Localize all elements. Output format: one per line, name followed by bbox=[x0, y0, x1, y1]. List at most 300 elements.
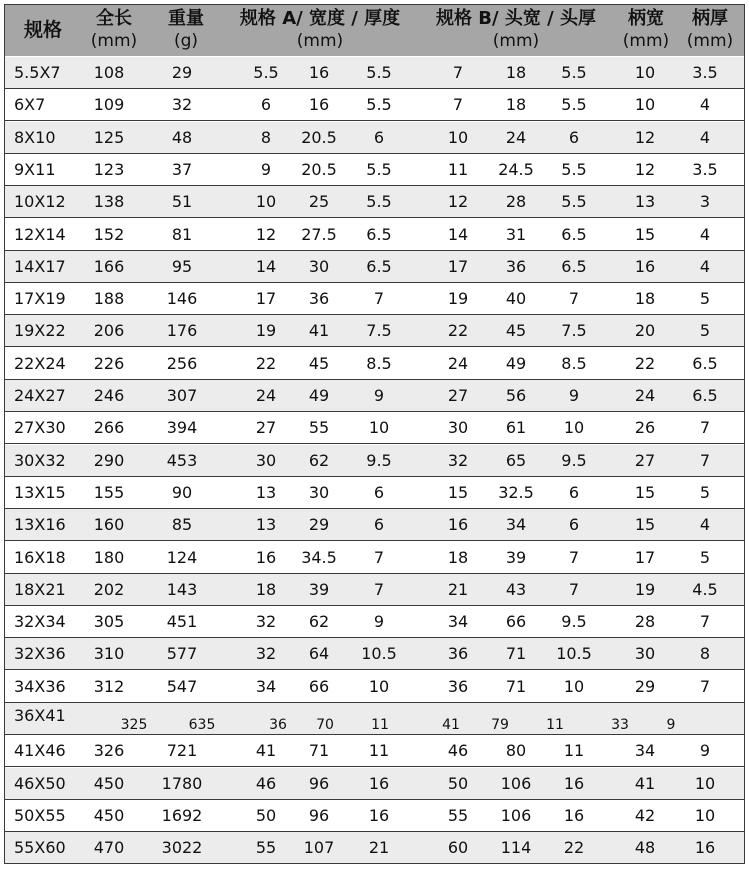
table-cell: 19 bbox=[447, 289, 469, 309]
table-cell: 16 bbox=[694, 838, 716, 858]
table-cell: 26 bbox=[634, 418, 656, 438]
table-cell: 6 bbox=[373, 482, 385, 502]
table-cell: 16 bbox=[368, 773, 390, 793]
table-cell: 5 bbox=[699, 547, 711, 567]
table-cell: 11 bbox=[368, 741, 390, 761]
table-cell: 55 bbox=[447, 805, 469, 825]
table-cell: 107 bbox=[303, 838, 335, 858]
row-spec-cell: 36X41 bbox=[14, 706, 66, 725]
table-row bbox=[4, 89, 745, 121]
table-cell: 79 bbox=[491, 717, 509, 733]
table-row bbox=[4, 186, 745, 218]
row-spec-cell: 50X55 bbox=[14, 805, 66, 825]
table-cell: 11 bbox=[447, 159, 469, 179]
table-cell: 22 bbox=[563, 838, 585, 858]
table-cell: 7 bbox=[699, 612, 711, 632]
table-cell: 9.5 bbox=[561, 450, 587, 470]
table-cell: 6.5 bbox=[692, 386, 718, 405]
table-cell: 8 bbox=[260, 127, 272, 147]
table-cell: 6.5 bbox=[692, 353, 718, 373]
table-cell: 29 bbox=[308, 515, 330, 535]
header-handle-thickness-label: 柄厚 bbox=[692, 8, 728, 29]
table-row bbox=[4, 703, 745, 735]
row-spec-cell: 17X19 bbox=[14, 289, 66, 309]
table-cell: 106 bbox=[500, 773, 532, 793]
table-row bbox=[4, 219, 745, 251]
table-cell: 27 bbox=[255, 418, 277, 438]
header-handle-width-label: 柄宽 bbox=[628, 8, 664, 29]
table-cell: 7 bbox=[452, 63, 464, 82]
table-cell: 7 bbox=[373, 547, 385, 567]
table-cell: 15 bbox=[634, 482, 656, 502]
table-cell: 50 bbox=[447, 773, 469, 793]
table-cell: 18 bbox=[505, 63, 527, 82]
table-cell: 11 bbox=[546, 717, 564, 733]
table-cell: 123 bbox=[93, 159, 125, 179]
table-cell: 61 bbox=[505, 418, 527, 438]
table-row bbox=[4, 542, 745, 574]
table-cell: 28 bbox=[634, 612, 656, 632]
table-cell: 312 bbox=[93, 676, 125, 696]
table-cell: 4 bbox=[699, 256, 711, 276]
table-cell: 41 bbox=[308, 321, 330, 341]
table-cell: 470 bbox=[93, 838, 125, 858]
table-cell: 453 bbox=[166, 450, 198, 470]
table-row bbox=[4, 380, 745, 412]
table-cell: 49 bbox=[308, 386, 330, 405]
table-cell: 106 bbox=[500, 805, 532, 825]
table-cell: 71 bbox=[505, 644, 527, 664]
table-cell: 21 bbox=[447, 579, 469, 599]
table-cell: 16 bbox=[308, 95, 330, 115]
table-cell: 5 bbox=[699, 321, 711, 341]
table-cell: 9 bbox=[699, 741, 711, 761]
row-spec-cell: 14X17 bbox=[14, 256, 66, 276]
table-cell: 65 bbox=[505, 450, 527, 470]
table-row bbox=[4, 315, 745, 347]
table-cell: 160 bbox=[93, 515, 125, 535]
table-cell: 7 bbox=[699, 450, 711, 470]
table-cell: 6 bbox=[568, 515, 580, 535]
header-spec-b-label: 规格 B/ 头宽 / 头厚 bbox=[436, 8, 596, 29]
table-cell: 16 bbox=[447, 515, 469, 535]
table-cell: 66 bbox=[505, 612, 527, 632]
table-cell: 55 bbox=[255, 838, 277, 858]
table-row bbox=[4, 768, 745, 800]
table-cell: 17 bbox=[634, 547, 656, 567]
table-cell: 18 bbox=[447, 547, 469, 567]
table-cell: 4 bbox=[699, 224, 711, 244]
header-handle-width-unit: (mm) bbox=[622, 31, 670, 51]
table-cell: 22 bbox=[634, 353, 656, 373]
table-cell: 7 bbox=[699, 676, 711, 696]
header-spec-a bbox=[226, 4, 414, 56]
table-cell: 109 bbox=[93, 95, 125, 115]
header-spec-b bbox=[418, 4, 614, 56]
header-spec-a-unit: (mm) bbox=[296, 31, 344, 51]
table-cell: 16 bbox=[255, 547, 277, 567]
table-cell: 6.5 bbox=[561, 224, 587, 244]
table-cell: 30 bbox=[308, 482, 330, 502]
table-cell: 41 bbox=[255, 741, 277, 761]
table-row bbox=[4, 477, 745, 509]
table-cell: 450 bbox=[93, 773, 125, 793]
table-row bbox=[4, 606, 745, 638]
table-cell: 25 bbox=[308, 192, 330, 212]
table-row bbox=[4, 445, 745, 477]
table-cell: 42 bbox=[634, 805, 656, 825]
row-spec-cell: 30X32 bbox=[14, 450, 66, 470]
table-cell: 64 bbox=[308, 644, 330, 664]
table-cell: 45 bbox=[308, 353, 330, 373]
table-cell: 7 bbox=[452, 95, 464, 115]
table-cell: 30 bbox=[447, 418, 469, 438]
table-cell: 152 bbox=[93, 224, 125, 244]
table-cell: 28 bbox=[505, 192, 527, 212]
table-cell: 29 bbox=[634, 676, 656, 696]
table-cell: 7 bbox=[568, 289, 580, 309]
table-cell: 32 bbox=[255, 612, 277, 632]
row-spec-cell: 34X36 bbox=[14, 676, 66, 696]
table-cell: 188 bbox=[93, 289, 125, 309]
table-cell: 16 bbox=[563, 805, 585, 825]
table-cell: 40 bbox=[505, 289, 527, 309]
table-cell: 36 bbox=[447, 644, 469, 664]
table-cell: 21 bbox=[368, 838, 390, 858]
table-cell: 9 bbox=[373, 386, 385, 405]
table-cell: 155 bbox=[93, 482, 125, 502]
row-spec-cell: 16X18 bbox=[14, 547, 66, 567]
table-cell: 14 bbox=[447, 224, 469, 244]
table-cell: 7 bbox=[568, 547, 580, 567]
table-cell: 16 bbox=[634, 256, 656, 276]
table-cell: 3.5 bbox=[692, 159, 718, 179]
table-cell: 7.5 bbox=[561, 321, 587, 341]
table-cell: 90 bbox=[171, 482, 193, 502]
table-cell: 108 bbox=[93, 63, 125, 82]
header-weight-label: 重量 bbox=[168, 8, 204, 29]
table-cell: 9 bbox=[666, 717, 676, 733]
table-cell: 307 bbox=[166, 386, 198, 405]
table-cell: 305 bbox=[93, 612, 125, 632]
row-spec-cell: 5.5X7 bbox=[14, 63, 61, 82]
table-cell: 19 bbox=[634, 579, 656, 599]
table-cell: 13 bbox=[634, 192, 656, 212]
table-cell: 10.5 bbox=[556, 644, 592, 664]
row-spec-cell: 19X22 bbox=[14, 321, 66, 341]
table-cell: 48 bbox=[171, 127, 193, 147]
table-row bbox=[4, 283, 745, 315]
table-cell: 10 bbox=[694, 805, 716, 825]
table-cell: 4.5 bbox=[692, 579, 718, 599]
table-cell: 36 bbox=[308, 289, 330, 309]
table-cell: 24 bbox=[634, 386, 656, 405]
table-row bbox=[4, 735, 745, 767]
table-cell: 10 bbox=[255, 192, 277, 212]
table-cell: 3022 bbox=[161, 838, 203, 858]
table-cell: 17 bbox=[447, 256, 469, 276]
row-spec-cell: 46X50 bbox=[14, 773, 66, 793]
table-row bbox=[4, 574, 745, 606]
table-cell: 7.5 bbox=[366, 321, 392, 341]
table-cell: 29 bbox=[171, 63, 193, 82]
row-spec-cell: 32X36 bbox=[14, 644, 66, 664]
table-cell: 10 bbox=[563, 676, 585, 696]
table-cell: 32 bbox=[447, 450, 469, 470]
table-cell: 125 bbox=[93, 127, 125, 147]
table-cell: 96 bbox=[308, 805, 330, 825]
table-cell: 10.5 bbox=[361, 644, 397, 664]
table-cell: 8 bbox=[699, 644, 711, 664]
table-cell: 394 bbox=[166, 418, 198, 438]
table-cell: 15 bbox=[634, 515, 656, 535]
table-cell: 266 bbox=[93, 418, 125, 438]
table-cell: 114 bbox=[500, 838, 532, 858]
header-handle-thickness bbox=[678, 4, 742, 56]
header-spec bbox=[4, 4, 82, 56]
table-cell: 6.5 bbox=[561, 256, 587, 276]
table-cell: 20.5 bbox=[301, 159, 337, 179]
table-cell: 80 bbox=[505, 741, 527, 761]
table-cell: 50 bbox=[255, 805, 277, 825]
table-cell: 6.5 bbox=[366, 224, 392, 244]
table-cell: 6 bbox=[568, 127, 580, 147]
table-cell: 12 bbox=[634, 159, 656, 179]
table-cell: 34 bbox=[255, 676, 277, 696]
table-cell: 547 bbox=[166, 676, 198, 696]
row-spec-cell: 55X60 bbox=[14, 838, 66, 858]
table-cell: 176 bbox=[166, 321, 198, 341]
table-cell: 138 bbox=[93, 192, 125, 212]
table-header bbox=[4, 4, 745, 56]
table-cell: 10 bbox=[368, 676, 390, 696]
table-cell: 60 bbox=[447, 838, 469, 858]
table-cell: 9 bbox=[373, 612, 385, 632]
table-cell: 55 bbox=[308, 418, 330, 438]
table-cell: 10 bbox=[634, 95, 656, 115]
row-spec-cell: 9X11 bbox=[14, 159, 56, 179]
table-cell: 4 bbox=[699, 127, 711, 147]
table-cell: 1780 bbox=[161, 773, 203, 793]
header-handle-width bbox=[614, 4, 678, 56]
table-cell: 33 bbox=[611, 717, 629, 733]
header-spec-a-label: 规格 A/ 宽度 / 厚度 bbox=[239, 8, 401, 29]
header-length bbox=[78, 4, 150, 56]
table-cell: 290 bbox=[93, 450, 125, 470]
table-cell: 12 bbox=[447, 192, 469, 212]
table-cell: 124 bbox=[166, 547, 198, 567]
table-cell: 20 bbox=[634, 321, 656, 341]
table-cell: 326 bbox=[93, 741, 125, 761]
table-cell: 10 bbox=[634, 63, 656, 82]
table-cell: 246 bbox=[93, 386, 125, 405]
table-cell: 5.5 bbox=[366, 95, 392, 115]
table-cell: 12 bbox=[255, 224, 277, 244]
table-cell: 166 bbox=[93, 256, 125, 276]
table-row bbox=[4, 412, 745, 444]
table-cell: 48 bbox=[634, 838, 656, 858]
table-cell: 24.5 bbox=[498, 159, 534, 179]
table-cell: 39 bbox=[308, 579, 330, 599]
header-weight bbox=[150, 4, 222, 56]
table-cell: 16 bbox=[368, 805, 390, 825]
table-cell: 5.5 bbox=[561, 95, 587, 115]
table-cell: 7 bbox=[373, 579, 385, 599]
row-spec-cell: 18X21 bbox=[14, 579, 66, 599]
table-cell: 34.5 bbox=[301, 547, 337, 567]
table-row bbox=[4, 832, 745, 864]
table-cell: 206 bbox=[93, 321, 125, 341]
table-cell: 5.5 bbox=[366, 159, 392, 179]
table-cell: 34 bbox=[447, 612, 469, 632]
table-cell: 62 bbox=[308, 612, 330, 632]
table-row bbox=[4, 671, 745, 703]
table-cell: 180 bbox=[93, 547, 125, 567]
table-cell: 30 bbox=[255, 450, 277, 470]
table-cell: 11 bbox=[563, 741, 585, 761]
table-cell: 22 bbox=[255, 353, 277, 373]
table-cell: 9.5 bbox=[561, 612, 587, 632]
header-handle-thickness-unit: (mm) bbox=[686, 31, 734, 51]
table-cell: 95 bbox=[171, 256, 193, 276]
table-cell: 8.5 bbox=[561, 353, 587, 373]
row-spec-cell: 6X7 bbox=[14, 95, 46, 115]
table-cell: 10 bbox=[563, 418, 585, 438]
table-cell: 6 bbox=[373, 515, 385, 535]
row-spec-cell: 32X34 bbox=[14, 612, 66, 632]
table-cell: 49 bbox=[505, 353, 527, 373]
row-spec-cell: 10X12 bbox=[14, 192, 66, 212]
row-spec-cell: 22X24 bbox=[14, 353, 66, 373]
table-cell: 51 bbox=[171, 192, 193, 212]
table-cell: 16 bbox=[563, 773, 585, 793]
table-cell: 3.5 bbox=[692, 63, 718, 82]
table-cell: 14 bbox=[255, 256, 277, 276]
table-cell: 31 bbox=[505, 224, 527, 244]
table-cell: 39 bbox=[505, 547, 527, 567]
table-cell: 5.5 bbox=[366, 63, 392, 82]
table-cell: 32 bbox=[171, 95, 193, 115]
row-spec-cell: 12X14 bbox=[14, 224, 66, 244]
table-cell: 146 bbox=[166, 289, 198, 309]
table-cell: 24 bbox=[505, 127, 527, 147]
table-cell: 577 bbox=[166, 644, 198, 664]
table-cell: 143 bbox=[166, 579, 198, 599]
table-cell: 18 bbox=[505, 95, 527, 115]
table-cell: 15 bbox=[634, 224, 656, 244]
table-cell: 5.5 bbox=[253, 63, 279, 82]
table-cell: 46 bbox=[447, 741, 469, 761]
row-spec-cell: 24X27 bbox=[14, 386, 66, 405]
table-cell: 256 bbox=[166, 353, 198, 373]
table-cell: 6 bbox=[373, 127, 385, 147]
table-cell: 27 bbox=[447, 386, 469, 405]
table-cell: 18 bbox=[255, 579, 277, 599]
table-cell: 10 bbox=[368, 418, 390, 438]
table-cell: 17 bbox=[255, 289, 277, 309]
table-cell: 4 bbox=[699, 95, 711, 115]
table-cell: 310 bbox=[93, 644, 125, 664]
table-cell: 9 bbox=[260, 159, 272, 179]
row-spec-cell: 13X16 bbox=[14, 515, 66, 535]
table-row bbox=[4, 509, 745, 541]
table-cell: 7 bbox=[699, 418, 711, 438]
table-cell: 46 bbox=[255, 773, 277, 793]
table-cell: 34 bbox=[634, 741, 656, 761]
table-row bbox=[4, 638, 745, 670]
table-cell: 71 bbox=[505, 676, 527, 696]
table-cell: 27 bbox=[634, 450, 656, 470]
table-cell: 15 bbox=[447, 482, 469, 502]
table-cell: 10 bbox=[447, 127, 469, 147]
table-cell: 37 bbox=[171, 159, 193, 179]
table-cell: 36 bbox=[269, 717, 287, 733]
table-cell: 41 bbox=[634, 773, 656, 793]
table-cell: 10 bbox=[694, 773, 716, 793]
table-cell: 12 bbox=[634, 127, 656, 147]
table-row bbox=[4, 122, 745, 154]
table-cell: 56 bbox=[505, 386, 527, 405]
table-row bbox=[4, 154, 745, 186]
table-cell: 70 bbox=[316, 717, 334, 733]
header-spec-label: 规格 bbox=[23, 19, 62, 41]
table-cell: 5.5 bbox=[561, 63, 587, 82]
table-cell: 30 bbox=[308, 256, 330, 276]
table-cell: 5.5 bbox=[561, 159, 587, 179]
table-cell: 451 bbox=[166, 612, 198, 632]
table-cell: 45 bbox=[505, 321, 527, 341]
table-cell: 6.5 bbox=[366, 256, 392, 276]
table-cell: 16 bbox=[308, 63, 330, 82]
row-spec-cell: 8X10 bbox=[14, 127, 56, 147]
table-cell: 6 bbox=[568, 482, 580, 502]
row-spec-cell: 13X15 bbox=[14, 482, 66, 502]
table-cell: 226 bbox=[93, 353, 125, 373]
header-length-label: 全长 bbox=[96, 8, 132, 29]
table-cell: 32 bbox=[255, 644, 277, 664]
table-cell: 9 bbox=[568, 386, 580, 405]
table-cell: 71 bbox=[308, 741, 330, 761]
table-cell: 19 bbox=[255, 321, 277, 341]
table-cell: 7 bbox=[568, 579, 580, 599]
row-spec-cell: 41X46 bbox=[14, 741, 66, 761]
table-cell: 3 bbox=[699, 192, 711, 212]
table-cell: 5 bbox=[699, 482, 711, 502]
header-weight-unit: (g) bbox=[173, 31, 199, 51]
table-cell: 34 bbox=[505, 515, 527, 535]
row-spec-cell: 27X30 bbox=[14, 418, 66, 438]
table-cell: 4 bbox=[699, 515, 711, 535]
table-cell: 36 bbox=[505, 256, 527, 276]
table-cell: 13 bbox=[255, 515, 277, 535]
table-cell: 24 bbox=[447, 353, 469, 373]
table-cell: 24 bbox=[255, 386, 277, 405]
table-cell: 7 bbox=[373, 289, 385, 309]
table-cell: 13 bbox=[255, 482, 277, 502]
header-spec-b-unit: (mm) bbox=[492, 31, 540, 51]
table-cell: 5 bbox=[699, 289, 711, 309]
table-cell: 27.5 bbox=[301, 224, 337, 244]
table-cell: 36 bbox=[447, 676, 469, 696]
table-row bbox=[4, 348, 745, 380]
table-cell: 202 bbox=[93, 579, 125, 599]
table-cell: 30 bbox=[634, 644, 656, 664]
table-cell: 635 bbox=[188, 717, 216, 733]
table-cell: 18 bbox=[634, 289, 656, 309]
table-cell: 9.5 bbox=[366, 450, 392, 470]
table-cell: 325 bbox=[120, 717, 148, 733]
table-cell: 66 bbox=[308, 676, 330, 696]
